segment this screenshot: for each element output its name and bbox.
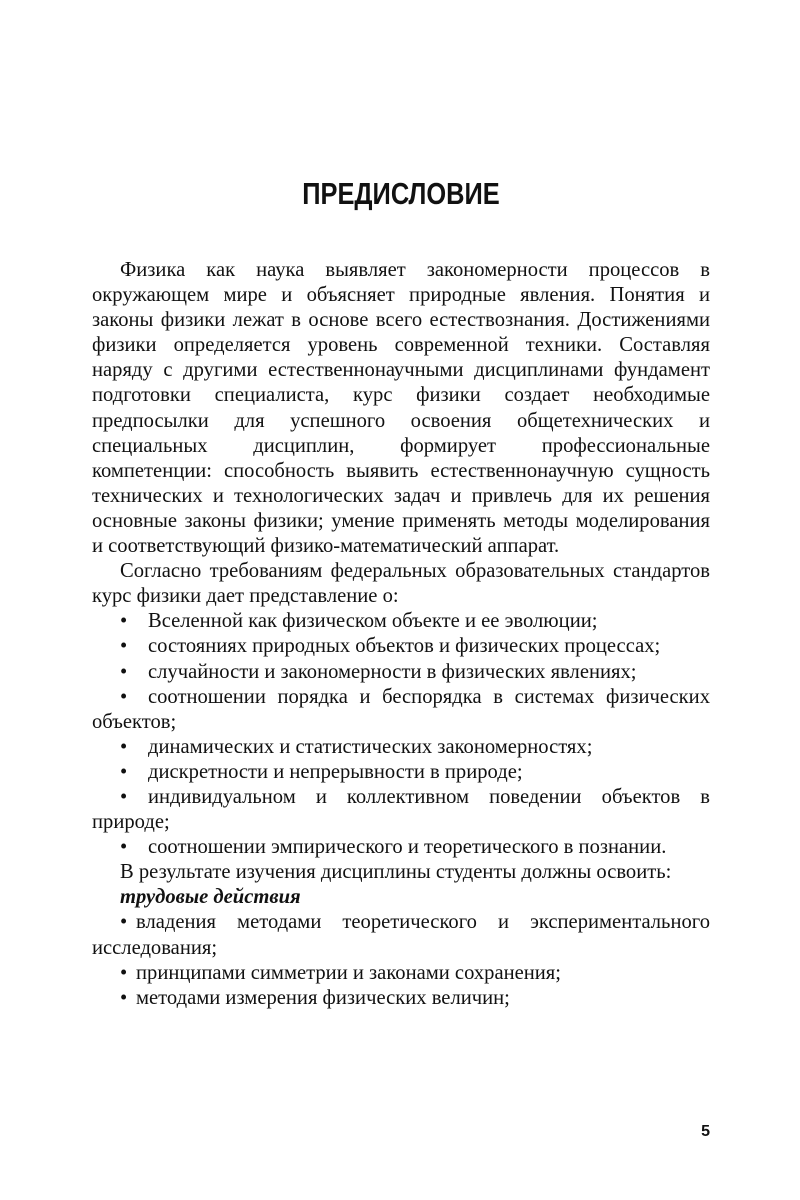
bullet: • — [120, 911, 128, 934]
bullet: • — [120, 961, 128, 984]
page-number: 5 — [701, 1123, 710, 1140]
document-page — [92, 0, 710, 1200]
list-item: • дискретности и непрерывности в природе; — [92, 760, 710, 785]
bullet: • — [120, 836, 128, 859]
representation-list — [92, 609, 710, 860]
bullet: • — [120, 986, 128, 1009]
bullet: • — [120, 610, 128, 633]
results-paragraph: В результате изучения дисциплины студенты должны освоить: — [120, 861, 672, 884]
list-item: • индивидуальном и коллективном поведении объектов в природе; — [92, 785, 710, 834]
bullet: • — [120, 660, 128, 683]
list-item: • динамических и статистических закономерностях; — [92, 735, 710, 760]
list-item: • методами измерения физических величин; — [92, 986, 710, 1011]
intro-paragraph: Физика как наука выявляет закономерности процессов в окружающем мире и объясняет природные явления. Понятия и законы физики лежат в основе всего естествознания. Достижениями физики определяется уровень современной техники. Составляя наряду с другими естественнонаучными дисциплинами фундамент подготовки специалиста, курс физики создает необходимые предпосылки для успешного освоения общетехнических и специальных дисциплин, формирует профессиональные компетенции: способность выявить естественнонаучную сущность технических и технологических задач и привлечь для их решения основные законы физики; умение применять методы моделирования и соответствующий физико-математический аппарат. — [92, 259, 710, 558]
list-item: • соотношении эмпирического и теоретического в познании. — [92, 835, 710, 860]
bullet: • — [120, 760, 128, 783]
list-item: • соотношении порядка и беспорядка в системах физических объектов; — [92, 685, 710, 733]
bullet: • — [120, 735, 128, 758]
bullet: • — [120, 685, 128, 708]
page-title: ПРЕДИСЛОВИЕ — [302, 176, 500, 211]
bullet: • — [120, 785, 128, 808]
list-item: • случайности и закономерности в физических явлениях; — [92, 660, 710, 685]
list-item: • принципами симметрии и законами сохранения; — [92, 961, 710, 986]
standards-paragraph: Согласно требованиям федеральных образовательных стандартов курс физики дает представление о: — [92, 560, 710, 608]
list-item: • владения методами теоретического и экспериментального исследования; — [92, 911, 710, 959]
bullet: • — [120, 635, 128, 658]
labor-actions-list — [92, 910, 710, 1010]
subheading: трудовые действия — [120, 886, 301, 909]
body-text — [92, 258, 710, 1011]
list-item: • состояниях природных объектов и физических процессах; — [92, 634, 710, 659]
list-item: • Вселенной как физическом объекте и ее эволюции; — [92, 609, 710, 634]
